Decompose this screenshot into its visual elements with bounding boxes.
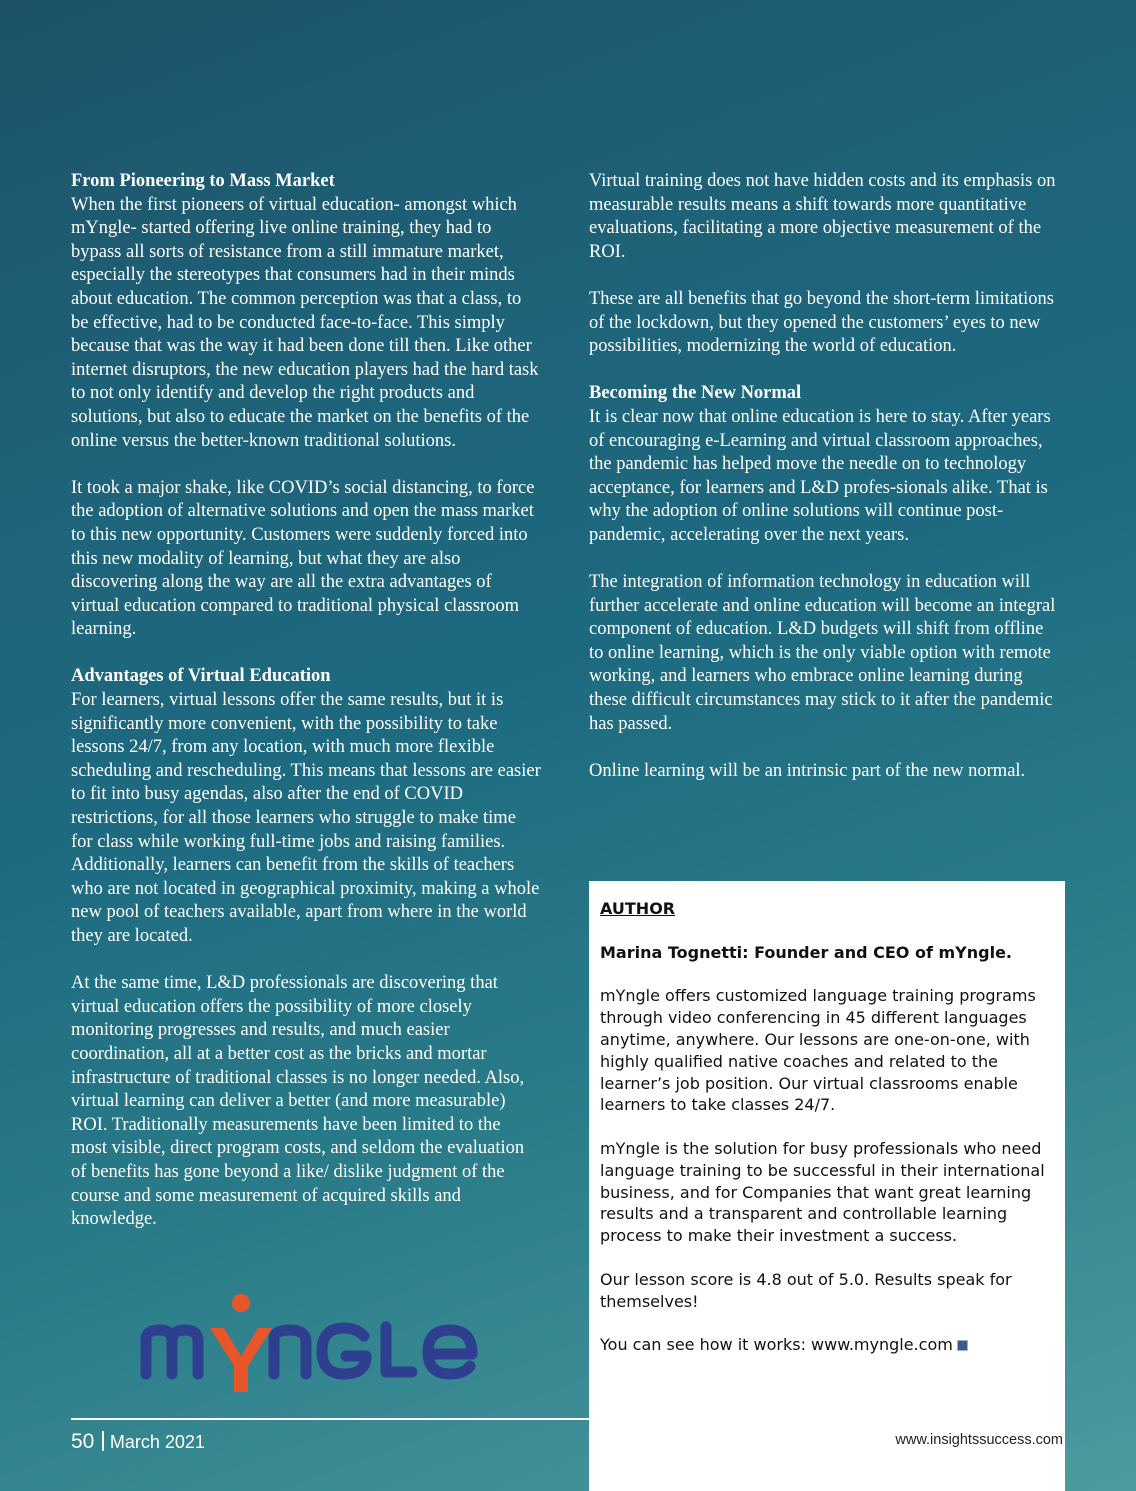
footer-separator	[102, 1431, 104, 1451]
author-heading: AUTHOR	[600, 899, 676, 918]
paragraph: Virtual training does not have hidden costs and its emphasis on measurable results means a shift towards more quantitative evaluations, facilitating a more objective measurement of the ROI.	[589, 171, 1056, 262]
author-paragraph: Our lesson score is 4.8 out of 5.0. Results speak for themselves!	[600, 1269, 1012, 1311]
logo-accent	[210, 1294, 272, 1392]
paragraph: For learners, virtual lessons offer the same results, but it is significantly more convenient, with the possibility to take lessons 24/7, from any location, with much more flexible scheduling and rescheduling. This means that lessons are easier to fit into busy agendas, also after the end of COVID restrictions, for all those learners who struggle to make time for class while working full-time jobs and raising families. Additionally, learners can benefit from the skills of teachers who are not located in geographical proximity, making a whole new pool of teachers available, apart from where in the world they are located.	[71, 690, 541, 946]
paragraph: At the same time, L&D professionals are discovering that virtual education offers the possibility of more closely monitoring progresses and results, and much easier coordination, all at a better cost as the bricks and mortar infrastructure of traditional classes is no longer needed. Also, virtual learning can deliver a better (and more measurable) ROI. Traditionally measurements have been limited to the most visible, direct program costs, and seldom the evaluation of benefits has gone beyond a like/ dislike judgment of the course and some measurement of acquired skills and knowledge.	[71, 973, 525, 1230]
section-heading: From Pioneering to Mass Market	[71, 171, 335, 191]
paragraph: It is clear now that online education is here to stay. After years of encouraging e-Learning and virtual classroom approaches, the pandemic has helped move the needle on to technology acceptance, for learners and L&D profes-sionals alike. That is why the adoption of online solutions will continue post- pandemic, accelerating over the next years.	[589, 406, 1051, 545]
image-icon	[957, 1340, 968, 1351]
footer-divider	[71, 1418, 589, 1420]
right-column	[589, 170, 1059, 807]
paragraph: It took a major shake, like COVID’s social distancing, to force the adoption of alternative solutions and open the mass market to this new opportunity. Customers were suddenly forced into this new modality of learning, but what they are also discovering along the way are all the extra advantages of virtual education compared to traditional physical classroom learning.	[71, 477, 535, 640]
author-paragraph: mYngle offers customized language training programs through video conferencing in 45 different languages anytime, anywhere. Our lessons are one-on-one, with highly qualified native coaches and related to the learner’s job position. Our virtual classrooms enable learners to take classes 24/7.	[600, 986, 1036, 1115]
author-paragraph: mYngle is the solution for busy professionals who need language training to be successful in their international business, and for Companies that want great learning results and a transparent and controllable learning process to make their investment a success.	[600, 1138, 1045, 1246]
logo-letters	[146, 1327, 472, 1374]
myngle-logo	[138, 1294, 480, 1396]
website-url[interactable]: www.insightssuccess.com	[895, 1432, 1063, 1448]
author-name: Marina Tognetti: Founder and CEO of mYngle.	[600, 942, 1012, 962]
paragraph: The integration of information technology in education will further accelerate and online education will become an integral component of education. L&D budgets will shift from offline to online learning, which is the only viable option with remote working, and learners who embrace online learning during these difficult circumstances may stick to it after the pandemic has passed.	[589, 572, 1056, 734]
page-number: 50	[71, 1430, 95, 1453]
paragraph: Online learning will be an intrinsic part of the new normal.	[589, 760, 1026, 781]
section-heading: Becoming the New Normal	[589, 383, 802, 404]
author-box	[589, 881, 1065, 1491]
paragraph: When the first pioneers of virtual education- amongst which mYngle- started offering live online training, they had to bypass all sorts of resistance from a still immature market, especially the stereotypes that consumers had in their minds about education. The common perception was that a class, to be effective, had to be conducted face-to-face. This simply because that was the way it had been done till then. Like other internet disruptors, the new education players had the hard task to not only identify and develop the right products and solutions, but also to educate the market on the benefits of the online versus the better-known traditional solutions.	[71, 194, 539, 451]
website-link[interactable]: You can see how it works: www.myngle.com	[600, 1335, 953, 1355]
left-column	[71, 170, 541, 1255]
issue-date: March 2021	[109, 1432, 205, 1452]
section-heading: Advantages of Virtual Education	[71, 666, 331, 687]
author-link-line	[600, 1334, 1054, 1356]
paragraph: These are all benefits that go beyond the short-term limitations of the lockdown, but they opened the customers’ eyes to new possibilities, modernizing the world of education.	[589, 288, 1054, 357]
page-footer	[71, 1430, 205, 1454]
